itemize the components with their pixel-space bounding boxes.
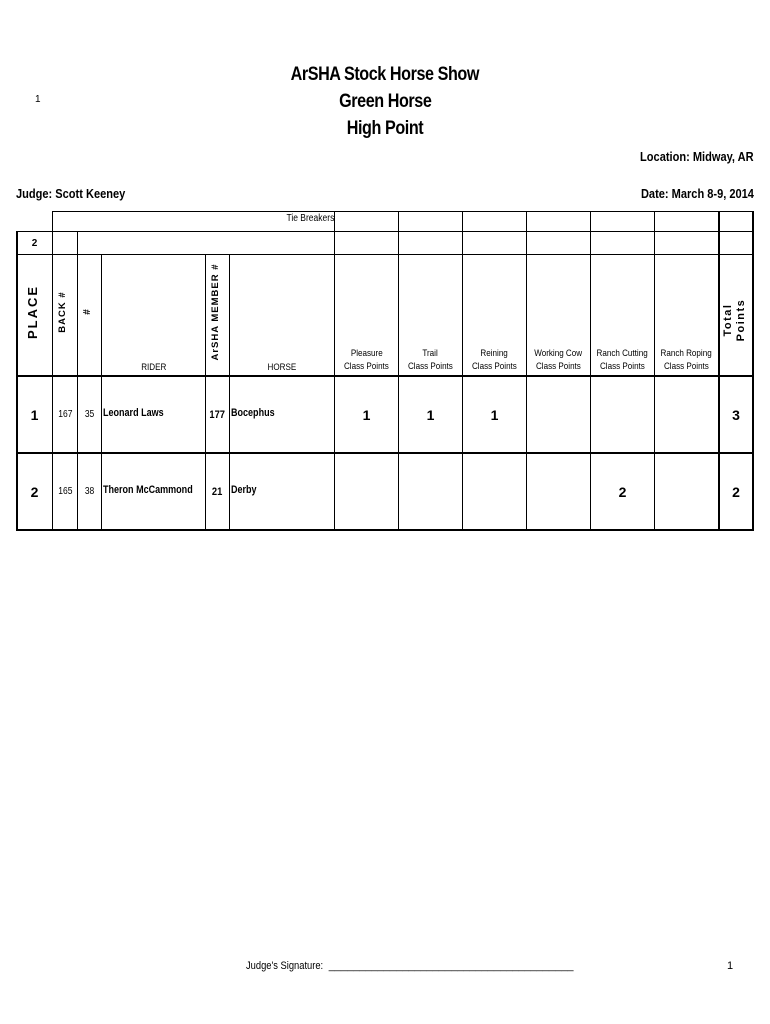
signature-block — [246, 960, 574, 972]
tie-count: 2 — [31, 237, 38, 249]
column-header-num: # — [82, 309, 93, 315]
row-total: 2 — [732, 483, 740, 500]
signature-label: Judge's Signature: — [246, 960, 324, 972]
column-header-place: PLACE — [25, 284, 40, 340]
row-points-pleasure: 1 — [362, 406, 371, 423]
row-points-reining: 1 — [490, 406, 499, 423]
column-header-horse: HORSE — [267, 362, 297, 373]
row-rider: Leonard Laws — [103, 407, 164, 419]
row-points-ranch-cutting: 2 — [618, 483, 627, 500]
row-num: 35 — [84, 409, 95, 420]
title-line-3: High Point — [346, 118, 424, 139]
row-points-working-cow — [527, 454, 590, 529]
location: Location: Midway, AR — [640, 149, 754, 164]
column-header-back: BACK # — [57, 291, 68, 333]
row-place: 1 — [30, 406, 39, 423]
row-points-reining — [463, 454, 526, 529]
row-place: 2 — [30, 483, 39, 500]
row-member: 21 — [212, 485, 223, 498]
column-header-pleasure: Pleasure Class Points — [344, 348, 389, 372]
page-number-top: 1 — [35, 94, 41, 105]
title-line-2: Green Horse — [338, 91, 432, 112]
column-header-ranch-cutting: Ranch Cutting Class Points — [596, 348, 649, 372]
row-member: 177 — [209, 408, 226, 421]
row-points-ranch-roping — [655, 454, 718, 529]
row-points-ranch-roping — [655, 377, 718, 452]
row-points-trail: 1 — [426, 406, 435, 423]
column-header-member: ArSHA MEMBER # — [210, 263, 221, 361]
row-num: 38 — [84, 486, 95, 497]
column-header-working-cow: Working Cow Class Points — [534, 348, 583, 372]
judge-name: Judge: Scott Keeney — [16, 186, 126, 201]
row-rider: Theron McCammond — [103, 484, 193, 496]
row-horse: Bocephus — [231, 407, 275, 419]
row-back: 167 — [57, 409, 73, 420]
row-points-working-cow — [527, 377, 590, 452]
column-header-rider: RIDER — [140, 362, 167, 373]
row-points-pleasure — [335, 454, 398, 529]
column-header-trail: Trail Class Points — [408, 348, 453, 372]
show-date: Date: March 8-9, 2014 — [640, 186, 754, 201]
row-back: 165 — [57, 486, 73, 497]
title-line-1: ArSHA Stock Horse Show — [290, 64, 480, 85]
row-points-trail — [399, 454, 462, 529]
column-header-reining: Reining Class Points — [472, 348, 517, 372]
signature-line: ________________________________________ — [328, 960, 574, 972]
row-points-ranch-cutting — [591, 377, 654, 452]
tie-breakers-label: Tie Breakers — [286, 213, 334, 224]
row-total: 3 — [732, 406, 740, 423]
row-horse: Derby — [231, 484, 257, 496]
column-header-ranch-roping: Ranch Roping Class Points — [660, 348, 713, 372]
column-header-total: Total Points — [722, 298, 747, 342]
page-number-bottom: 1 — [727, 960, 734, 972]
